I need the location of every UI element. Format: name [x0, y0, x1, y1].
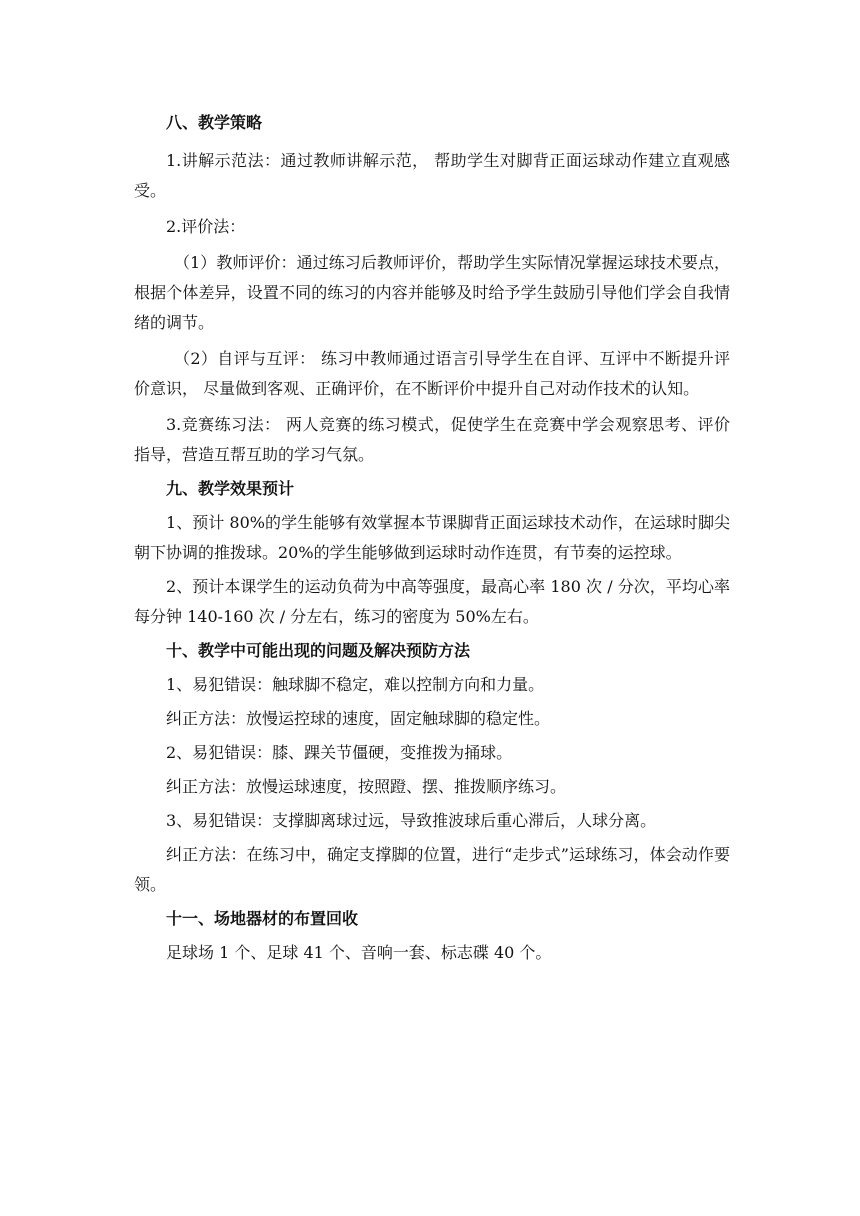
paragraph: 纠正方法：放慢运球速度，按照蹬、摆、推拨顺序练习。 [166, 777, 567, 796]
paragraph: 1.讲解示范法：通过教师讲解示范， 帮助学生对脚背正面运球动作建立直观感受。 [134, 151, 730, 200]
paragraph: 3.竞赛练习法： 两人竞赛的练习模式，促使学生在竞赛中学会观察思考、评价指导，营造互帮互助的学习气氛。 [134, 415, 730, 464]
paragraph: （2）自评与互评： 练习中教师通过语言引导学生在自评、互评中不断提升评价意识， 尽量做到客观、正确评价，在不断评价中提升自己对动作技术的认知。 [134, 349, 730, 398]
paragraph: 3、易犯错误：支撑脚离球过远，导致推波球后重心滞后，人球分离。 [166, 811, 657, 830]
paragraph: 足球场 1 个、足球 41 个、音响一套、标志碟 40 个。 [166, 943, 552, 962]
paragraph: 1、易犯错误：触球脚不稳定，难以控制方向和力量。 [166, 675, 545, 694]
section-heading: 八、教学策略 [166, 113, 263, 132]
paragraph: 2、易犯错误：膝、踝关节僵硬，变推拨为捅球。 [166, 743, 513, 762]
document-body [134, 108, 730, 968]
section-expected-effect [134, 474, 730, 632]
paragraph: 纠正方法：在练习中，确定支撑脚的位置，进行“走步式”运球练习，体会动作要领。 [134, 845, 730, 894]
paragraph: 纠正方法：放慢运控球的速度，固定触球脚的稳定性。 [166, 709, 551, 728]
section-heading: 十、教学中可能出现的问题及解决预防方法 [166, 641, 471, 660]
paragraph: （1）教师评价：通过练习后教师评价，帮助学生实际情况掌握运球技术要点，根据个体差异，设置不同的练习的内容并能够及时给予学生鼓励引导他们学会自我情绪的调节。 [134, 253, 730, 332]
section-problems-solutions [134, 636, 730, 900]
section-heading: 十一、场地器材的布置回收 [166, 909, 359, 928]
paragraph: 2.评价法： [166, 217, 246, 236]
paragraph: 1、预计 80%的学生能够有效掌握本节课脚背正面运球技术动作，在运球时脚尖朝下协调的推拨球。20%的学生能够做到运球时动作连贯，有节奏的运控球。 [134, 513, 730, 562]
section-heading: 九、教学效果预计 [166, 479, 295, 498]
section-teaching-strategy [134, 108, 730, 470]
paragraph: 2、预计本课学生的运动负荷为中高等强度，最高心率 180 次 / 分次，平均心率每分钟 140-160 次 / 分左右，练习的密度为 50%左右。 [134, 577, 730, 626]
section-equipment [134, 904, 730, 968]
